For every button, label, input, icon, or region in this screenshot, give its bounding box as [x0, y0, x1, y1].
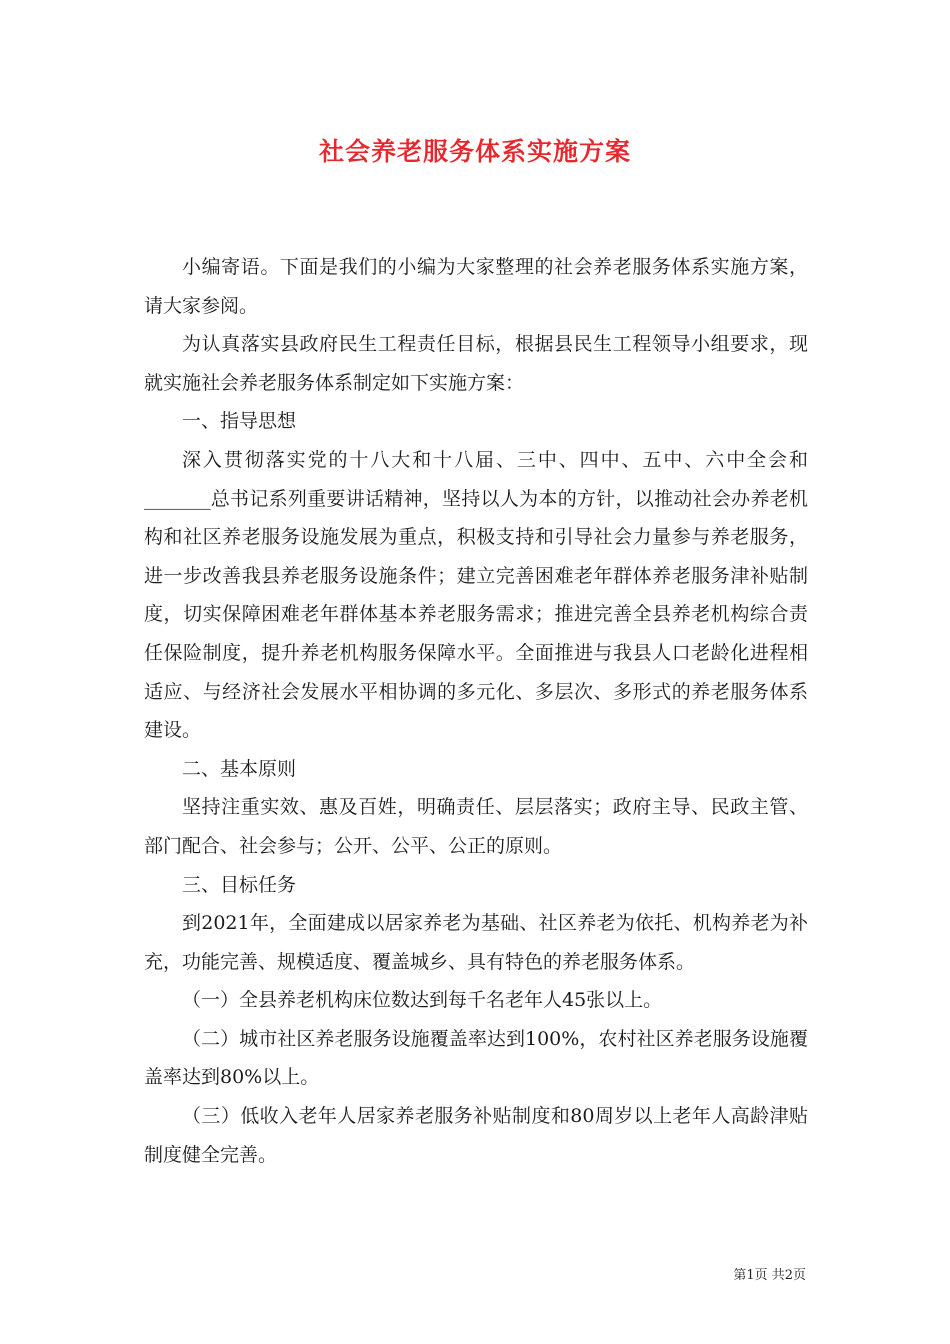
paragraph-purpose: 为认真落实县政府民生工程责任目标，根据县民生工程领导小组要求，现就实施社会养老服务体系制定如下实施方案：	[144, 333, 808, 394]
section-heading-basic-principles: 二、基本原则	[182, 757, 297, 780]
paragraph-basic-principles: 坚持注重实效、惠及百姓，明确责任、层层落实；政府主导、民政主管、部门配合、社会参与；公开、公平、公正的原则。	[144, 796, 808, 857]
goal-item-2: （二）城市社区养老服务设施覆盖率达到100%，农村社区养老服务设施覆盖率达到80%以上。	[144, 1027, 808, 1089]
section-heading-goals: 三、目标任务	[182, 873, 297, 896]
document-title: 社会养老服务体系实施方案	[318, 137, 631, 166]
goal-item-1: （一）全县养老机构床位数达到每千名老年人45张以上。	[182, 989, 663, 1012]
paragraph-goals: 到2021年，全面建成以居家养老为基础、社区养老为依托、机构养老为补充，功能完善、规模适度、覆盖城乡、具有特色的养老服务体系。	[144, 912, 808, 973]
paragraph-guiding-thought: 深入贯彻落实党的十八大和十八届、三中、四中、五中、六中全会和_______总书记系列重要讲话精神，坚持以人为本的方针，以推动社会办养老机构和社区养老服务设施发展为重点，积极支持和引导社会力量参与养老服务，进一步改善我县养老服务设施条件；建立完善困难老年群体养老服务津补贴制度，切实保障困难老年群体基本养老服务需求；推进完善全县养老机构综合责任保险制度，提升养老机构服务保障水平。全面推进与我县人口老龄化进程相适应、与经济社会发展水平相协调的多元化、多层次、多形式的养老服务体系建设。	[144, 448, 808, 742]
section-heading-guiding-thought: 一、指导思想	[182, 410, 297, 433]
paragraph-intro: 小编寄语。下面是我们的小编为大家整理的社会养老服务体系实施方案，请大家参阅。	[144, 256, 808, 317]
page-number: 第1页 共2页	[733, 1268, 806, 1283]
goal-item-3: （三）低收入老年人居家养老服务补贴制度和80周岁以上老年人高龄津贴制度健全完善。	[144, 1105, 808, 1166]
document-body	[144, 248, 808, 1174]
